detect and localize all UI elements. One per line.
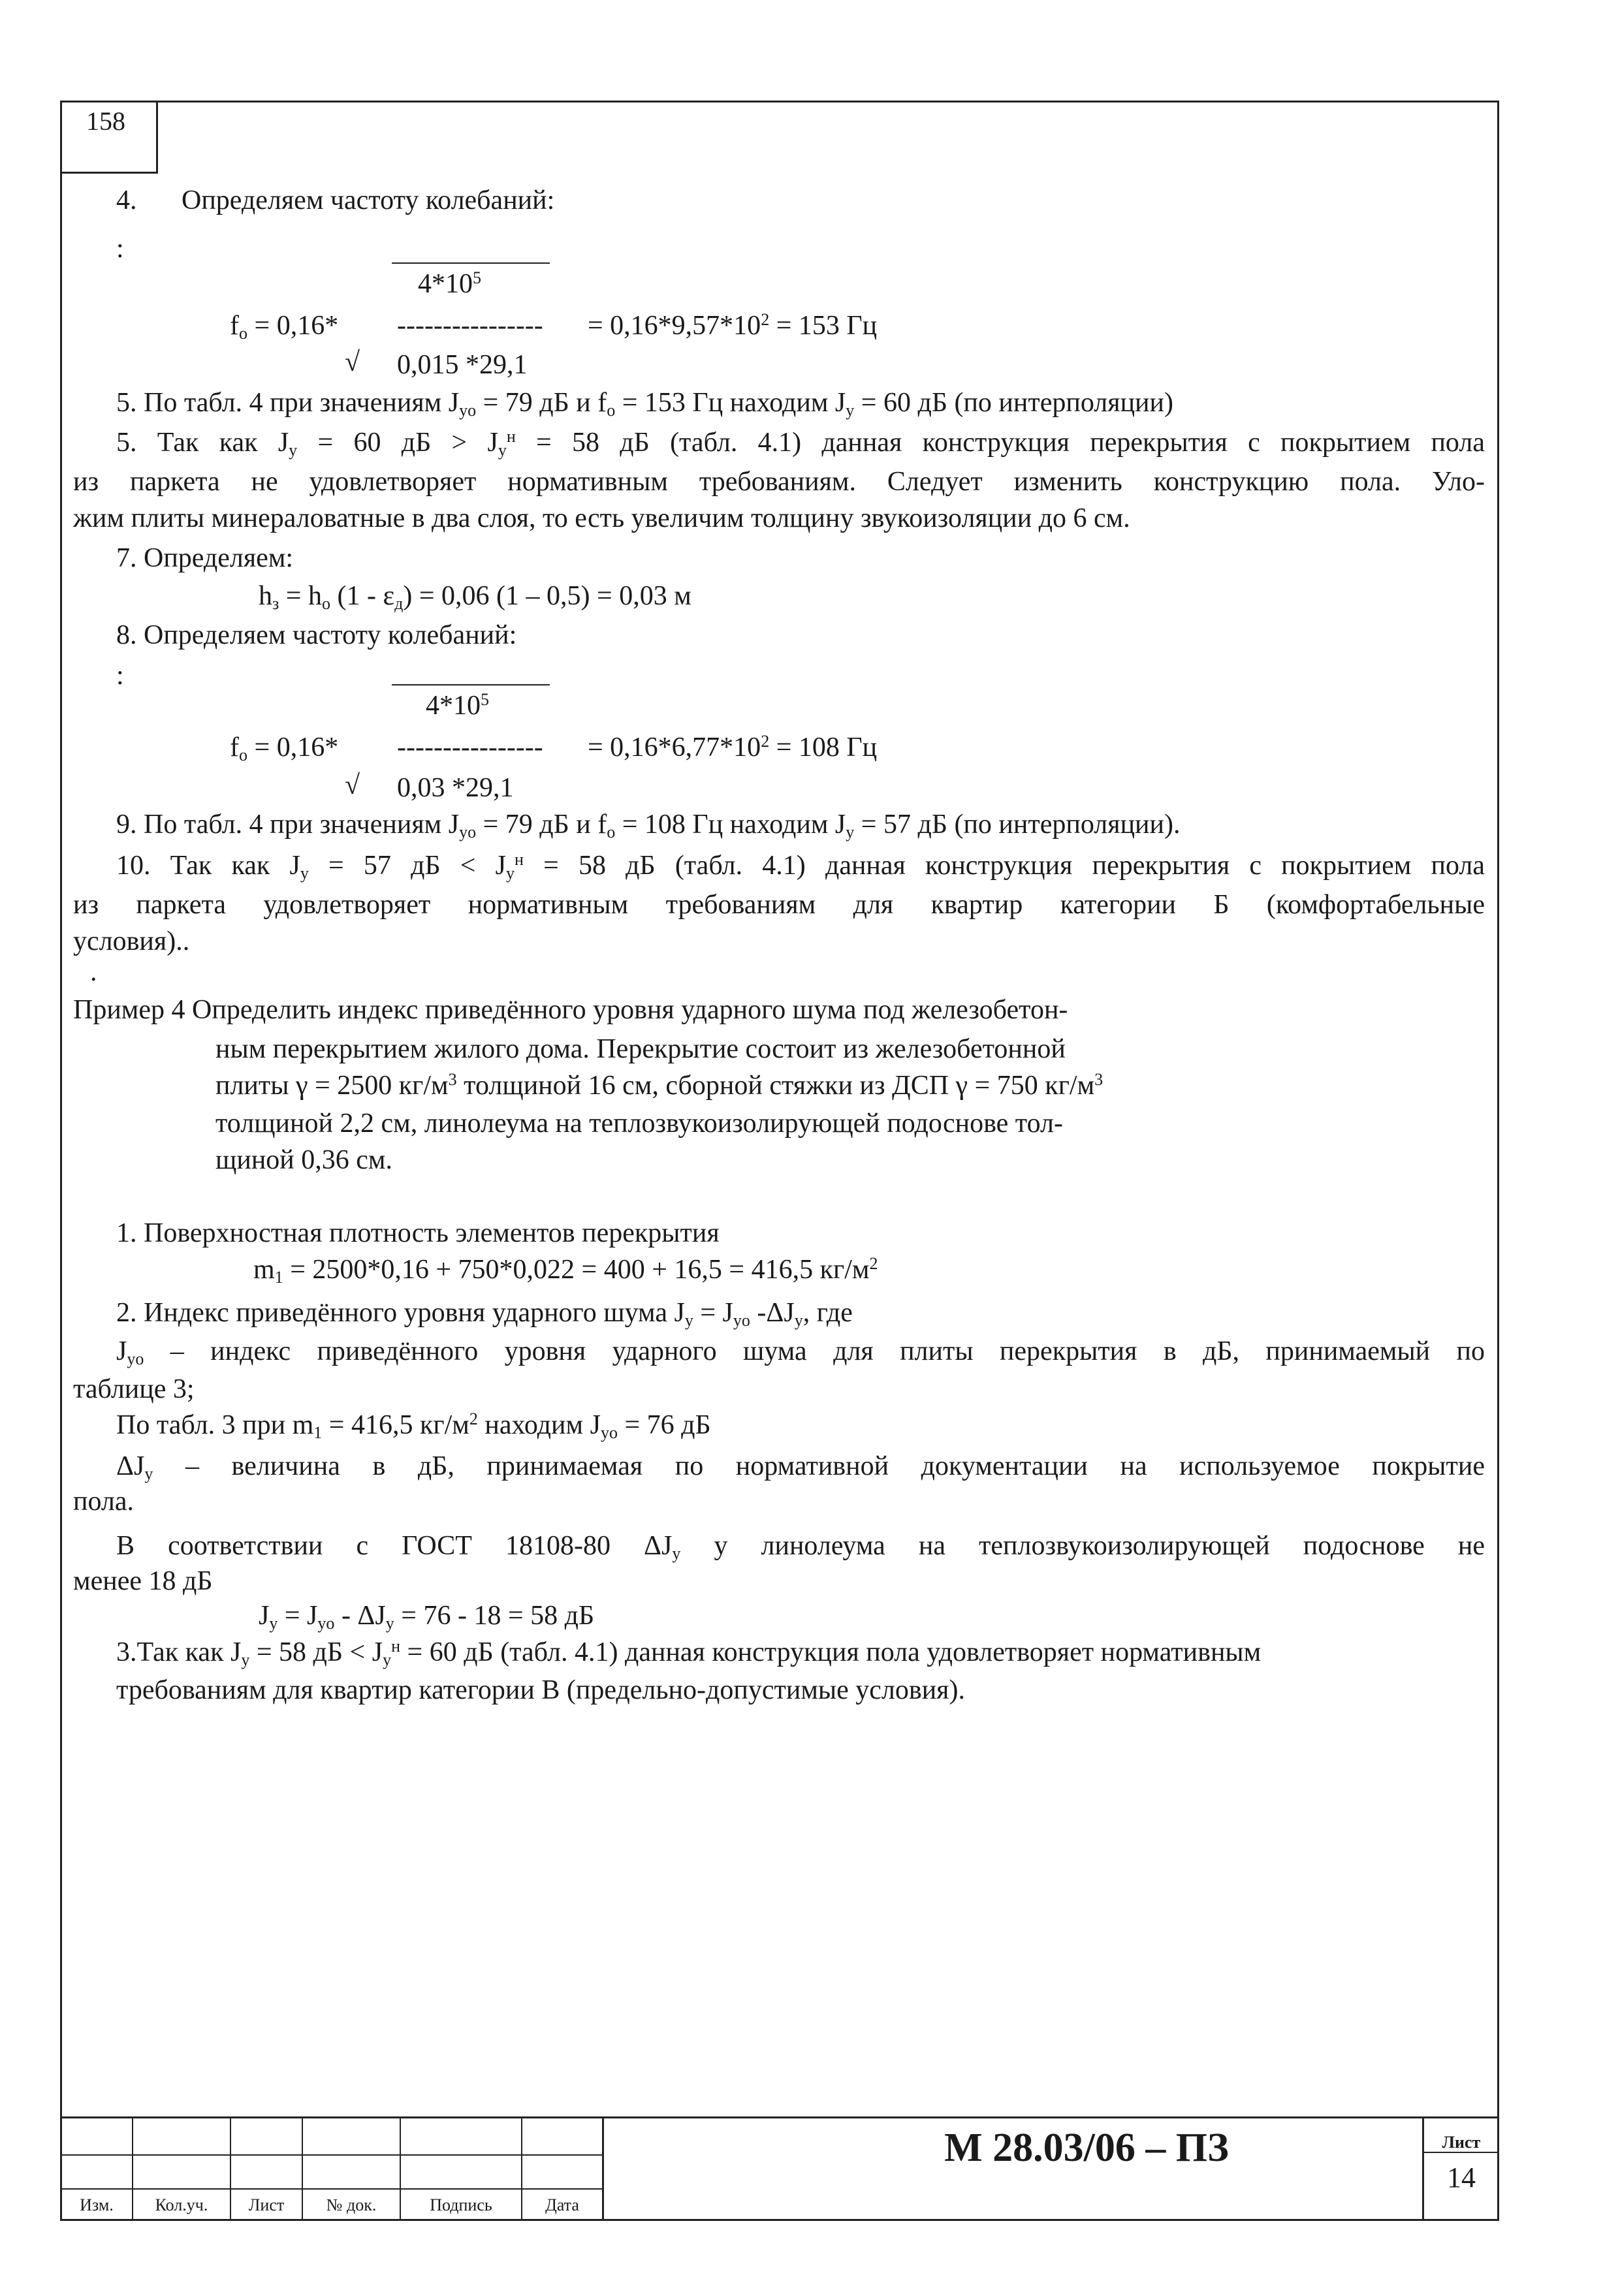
gost-reference-line-2: менее 18 дБ (73, 1566, 213, 1596)
sheet-label: Лист (1442, 2133, 1481, 2152)
col-date: Дата (545, 2195, 579, 2214)
formula-1-result: = $0,16*9,57*10^2 = 153$ Гц (588, 309, 878, 341)
conclusion-line-2: требованиям для квартир категории В (предельно-допустимые условия). (116, 1675, 965, 1705)
sqrt-bar-2 (392, 684, 550, 685)
example-4-line-5: щиной 0,36 см. (215, 1145, 392, 1175)
example-4-line-3: плиты γ = 2500 $кг/м^3$ толщиной 16 см, сборной стяжки из ДСП γ = 750 $кг/м^3$ (215, 1069, 1103, 1101)
jy-calculation: Jy = Jyo - ΔJy = 76 - 18 = 58 дБ (259, 1601, 595, 1633)
col-izm: Изм. (80, 2195, 114, 2214)
sheet-number: 14 (1447, 2162, 1476, 2194)
col-doc-number: № док. (326, 2195, 377, 2214)
sqrt-bar-1 (392, 262, 550, 264)
formula-1-lhs: fo = 0,16* (230, 311, 339, 343)
example-4-line-4: толщиной 2,2 см, линолеума на теплозвукоизолирующей подоснове тол- (215, 1109, 1064, 1139)
colon-2: : (116, 661, 124, 691)
step-10-line-2: из паркета удовлетворяет нормативным требованиям для квартир категории Б (комфортабельные (73, 890, 1485, 920)
formula-2-lhs: fo = 0,16* (230, 732, 339, 765)
formula-2-result: = $0,16*6,77*10^2 = 108$ Гц (588, 731, 878, 763)
formula-2-sqrt: √ (345, 770, 360, 800)
colon-1: : (116, 234, 124, 264)
formula-1-denominator: 0,015 *29,1 (397, 350, 528, 380)
step-9: 9. По табл. 4 при значениям Jyo = 79 дБ и fo = 108 Гц находим Jy = 57 дБ (по интерполяции). (116, 810, 1181, 842)
step-5b-line-3: жим плиты минераловатные в два слоя, то есть увеличим толщину звукоизоляции до 6 см. (73, 503, 1130, 533)
stray-dot: . (90, 957, 97, 987)
step-5b-line-2: из паркета не удовлетворяет нормативным требованиям. Следует изменить конструкцию пола. Уло- (73, 467, 1485, 497)
col-signature: Подпись (430, 2195, 492, 2214)
step-5a: 5. По табл. 4 при значениям Jyo = 79 дБ и fo = 153 Гц находим Jy = 60 дБ (по интерполяции) (116, 388, 1173, 420)
formula-2-numerator: $4*10^5$ (426, 689, 490, 721)
formula-2-fraction-line: ---------------- (397, 732, 543, 763)
table-3-lookup: По табл. 3 при m1 = 416,5 $кг/м^2$ находим Jyo = 76 дБ (116, 1409, 711, 1443)
delta-jy-definition-line-1: ΔJy – величина в дБ, принимаемая по нормативной документации на используемое покрытие (116, 1451, 1485, 1484)
solution-step-1: 1. Поверхностная плотность элементов перекрытия (116, 1218, 720, 1248)
step-4-text: Определяем частоту колебаний: (182, 185, 555, 215)
step-8: 8. Определяем частоту колебаний: (116, 620, 517, 650)
step-5b-line-1: 5. Так как Jy = 60 дБ > $Jy^н = 58$ дБ (табл. 4.1) данная конструкция перекрытия с покрытием пола (116, 426, 1485, 460)
col-kol-uch: Кол.уч. (155, 2195, 208, 2214)
solution-step-1-equation: m1 = 2500*0,16 + 750*0,022 = 400 + 16,5 = 416,5 $кг/м^2$ (253, 1253, 878, 1287)
jyo-definition-line-1: Jyo – индекс приведённого уровня ударного шума для плиты перекрытия в дБ, принимаемый по (116, 1336, 1485, 1369)
formula-1-sqrt: √ (345, 347, 360, 377)
step-4-number: 4. (116, 185, 137, 215)
example-4-line-2: ным перекрытием жилого дома. Перекрытие состоит из железобетонной (215, 1034, 1066, 1064)
example-4-line-1: Пример 4 Определить индекс приведённого уровня ударного шума под железобетон- (73, 995, 1068, 1025)
step-10-line-3: условия).. (73, 926, 190, 956)
document-code: М 28.03/06 – ПЗ (944, 2126, 1229, 2170)
formula-1-numerator: $4*10^5$ (418, 268, 482, 299)
jyo-definition-line-2: таблице 3; (73, 1374, 195, 1404)
page-number: 158 (60, 101, 158, 174)
step-7-equation: hз = ho (1 - εд) = 0,06 (1 – 0,5) = 0,03 м (259, 581, 691, 614)
conclusion-line-1: 3.Так как Jy = 58 дБ < $Jy^н = 60$ дБ (табл. 4.1) данная конструкция пола удовлетворяет нормативным (116, 1636, 1262, 1670)
step-7: 7. Определяем: (116, 543, 294, 573)
formula-1-fraction-line: ---------------- (397, 311, 543, 341)
formula-2-denominator: 0,03 *29,1 (397, 773, 514, 803)
step-10-line-1: 10. Так как Jy = 57 дБ < $Jy^н = 58$ дБ (табл. 4.1) данная конструкция перекрытия с покрытием пола (116, 849, 1485, 883)
solution-step-2: 2. Индекс приведённого уровня ударного шума Jy = Jyo -ΔJy, где (116, 1298, 853, 1330)
gost-reference-line-1: В соответствии с ГОСТ 18108-80 ΔJy у линолеума на теплозвукоизолирующей подоснове не (116, 1531, 1485, 1564)
col-list: Лист (248, 2195, 285, 2214)
delta-jy-definition-line-2: пола. (73, 1486, 135, 1517)
